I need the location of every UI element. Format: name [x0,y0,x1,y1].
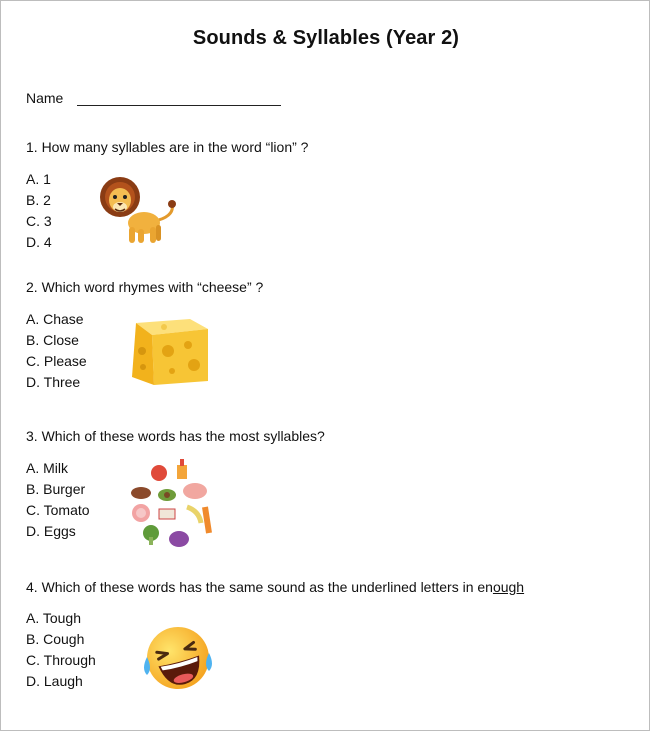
option-2c: C. Please [26,353,87,369]
question-1-text: 1. How many syllables are in the word “lion” ? [26,139,309,155]
laughing-emoji-image [141,623,215,693]
option-4a: A. Tough [26,610,82,626]
worksheet-title: Sounds & Syllables (Year 2) [192,27,460,49]
option-4b: B. Cough [26,631,85,647]
food-image [129,459,213,551]
name-row [26,89,281,106]
option-1a: A. 1 [26,171,51,187]
question-4-text [26,579,524,595]
option-3a: A. Milk [26,460,68,476]
question-1-options [26,169,52,253]
question-2-options [26,309,87,393]
question-3-options [26,458,90,542]
option-1b: B. 2 [26,192,51,208]
name-label: Name [26,90,64,106]
option-2d: D. Three [26,374,81,390]
question-2-text: 2. Which word rhymes with “cheese” ? [26,279,264,295]
option-3c: C. Tomato [26,502,90,518]
option-1d: D. 4 [26,234,52,250]
lion-image [96,173,178,247]
option-4d: D. Laugh [26,673,83,689]
option-1c: C. 3 [26,213,52,229]
option-3d: D. Eggs [26,523,76,539]
option-2a: A. Chase [26,311,84,327]
question-3-text: 3. Which of these words has the most syllables? [26,428,325,444]
option-4c: C. Through [26,652,96,668]
option-2b: B. Close [26,332,79,348]
option-3b: B. Burger [26,481,86,497]
question-4-text-prefix: 4. Which of these words has the same sound as the underlined letters in en [26,579,493,595]
cheese-image [128,317,210,387]
question-4-options [26,608,96,692]
name-blank-line [77,89,281,106]
question-4-underlined-letters: ough [492,579,525,595]
